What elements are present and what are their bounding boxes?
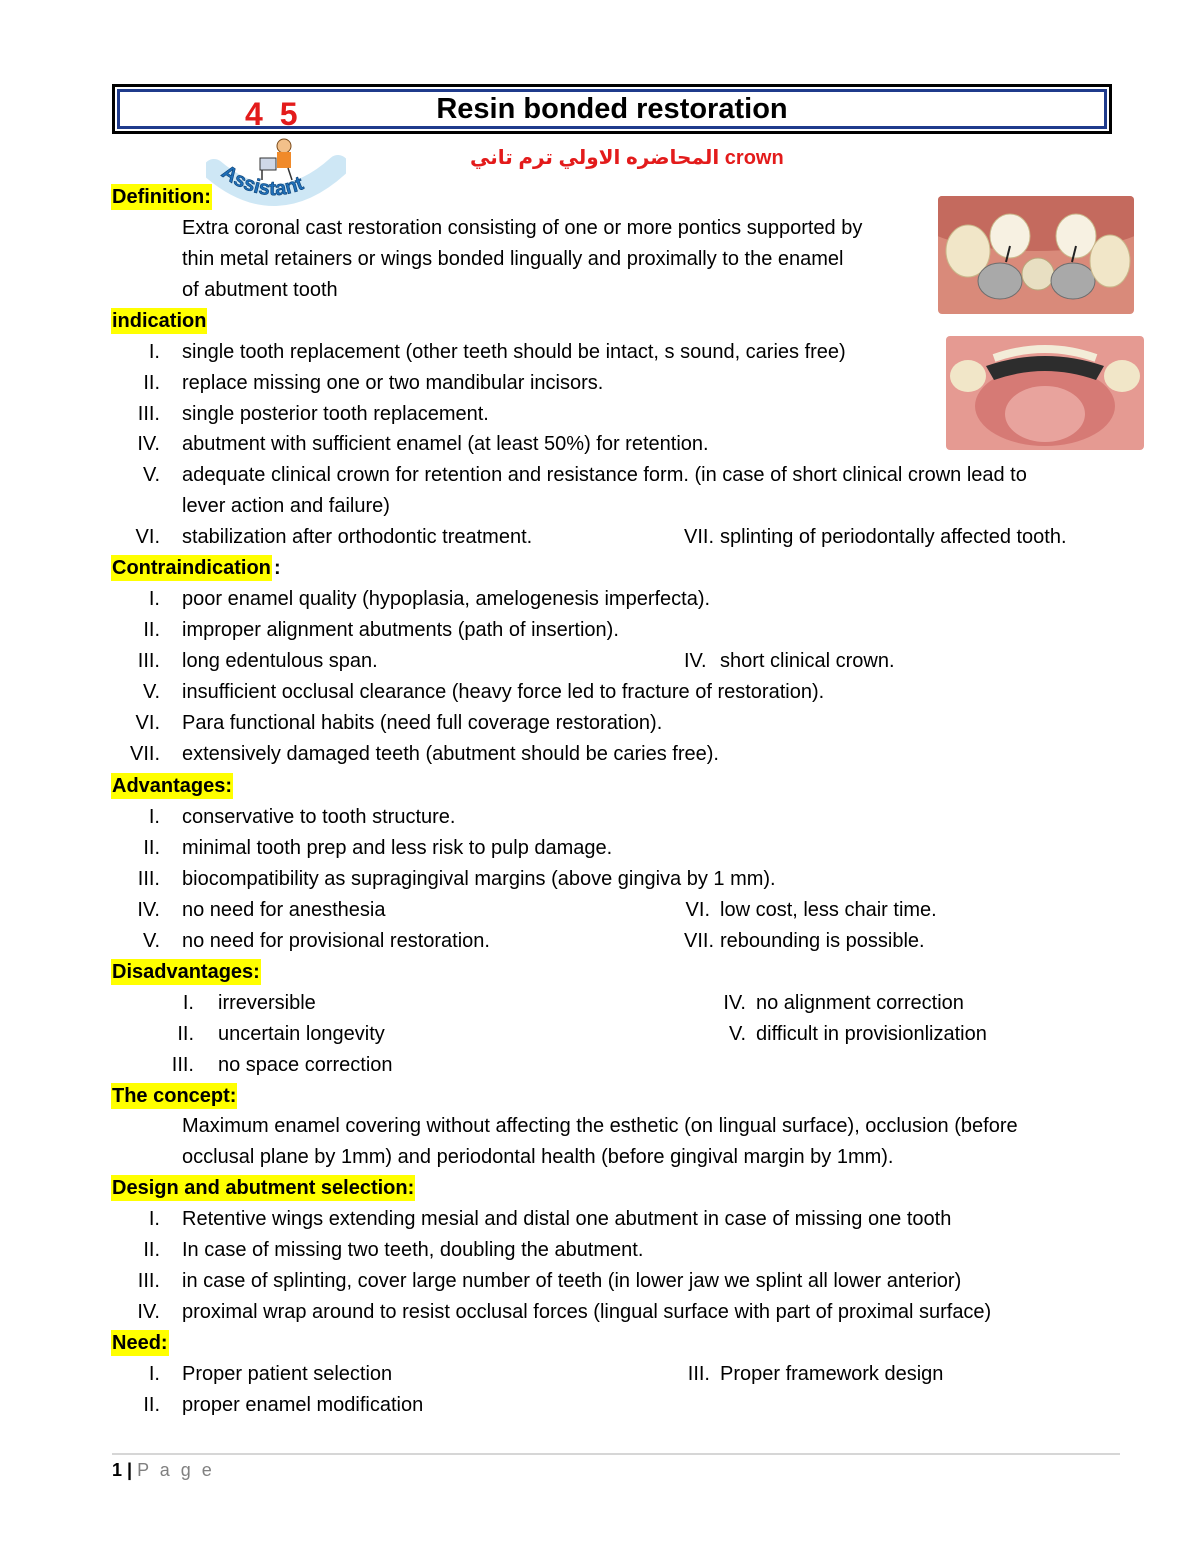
list-number: VI. (135, 526, 160, 548)
heading-colon: : (274, 557, 281, 579)
list-item: proximal wrap around to resist occlusal forces (lingual surface with part of proximal surface) (182, 1301, 992, 1323)
list-item: in case of splinting, cover large number of teeth (in lower jaw we splint all lower anterior) (182, 1270, 962, 1292)
list-item: low cost, less chair time. (720, 899, 937, 921)
list-number: VII. (684, 930, 715, 952)
list-item: proper enamel modification (182, 1394, 424, 1416)
list-number: IV. (684, 650, 707, 672)
list-number: III. (687, 1363, 710, 1385)
list-number: IV. (723, 992, 746, 1014)
list-item: poor enamel quality (hypoplasia, amelogenesis imperfecta). (182, 588, 711, 610)
list-number: VII. (684, 526, 715, 548)
list-item: Proper framework design (720, 1363, 944, 1385)
list-item: conservative to tooth structure. (182, 806, 456, 828)
list-item: improper alignment abutments (path of insertion). (182, 619, 619, 641)
list-item: adequate clinical crown for retention and resistance form. (in case of short clinical crown lead to (182, 464, 1027, 486)
list-item: stabilization after orthodontic treatment. (182, 526, 533, 548)
list-item: single tooth replacement (other teeth should be intact, s sound, caries free) (182, 341, 846, 363)
list-number: VII. (129, 743, 160, 765)
list-number: IV. (137, 433, 160, 455)
list-number: III. (137, 1270, 160, 1292)
concept-heading: The concept: (112, 1085, 237, 1107)
logo-number: 4 5 (245, 96, 302, 132)
list-item: replace missing one or two mandibular incisors. (182, 372, 604, 394)
assistant-logo (206, 130, 346, 208)
definition-line: Extra coronal cast restoration consisting of one or more pontics supported by (182, 217, 863, 239)
list-number: I. (148, 1363, 160, 1385)
list-item: irreversible (218, 992, 316, 1014)
list-number: I. (148, 341, 160, 363)
list-number: III. (137, 403, 160, 425)
need-heading: Need: (112, 1332, 168, 1354)
list-item: rebounding is possible. (720, 930, 925, 952)
footer-separator: | (127, 1460, 133, 1480)
list-item: difficult in provisionlization (756, 1023, 987, 1045)
list-number: VI. (685, 899, 710, 921)
list-number: III. (137, 650, 160, 672)
list-number: II. (177, 1023, 194, 1045)
list-number: II. (143, 837, 160, 859)
list-item: no need for provisional restoration. (182, 930, 490, 952)
list-item: extensively damaged teeth (abutment should be caries free). (182, 743, 719, 765)
list-item: no space correction (218, 1054, 393, 1076)
page-number: 1 (112, 1460, 123, 1480)
disadvantages-heading: Disadvantages: (112, 961, 260, 983)
logo-text: Assistant (217, 161, 307, 201)
list-number: VI. (135, 712, 160, 734)
dental-photo-lower (946, 336, 1144, 450)
list-number: I. (148, 588, 160, 610)
list-item: Para functional habits (need full coverage restoration). (182, 712, 663, 734)
design-heading: Design and abutment selection: (112, 1177, 415, 1199)
arabic-subtitle: المحاضره الاولي ترم تاني crown (470, 147, 784, 169)
list-number: V. (142, 681, 160, 703)
dental-photo-upper (938, 196, 1134, 314)
page-label: P a g e (137, 1460, 215, 1480)
list-item: Retentive wings extending mesial and distal one abutment in case of missing one tooth (182, 1208, 952, 1230)
list-item: no alignment correction (756, 992, 964, 1014)
list-item: no need for anesthesia (182, 899, 386, 921)
list-number: IV. (137, 899, 160, 921)
definition-line: thin metal retainers or wings bonded lingually and proximally to the enamel (182, 248, 844, 270)
list-item: splinting of periodontally affected tooth. (720, 526, 1067, 548)
definition-heading: Definition: (112, 186, 211, 208)
list-item: long edentulous span. (182, 650, 378, 672)
contraindication-heading: Contraindication (112, 557, 271, 579)
list-number: IV. (137, 1301, 160, 1323)
list-number: II. (143, 1394, 160, 1416)
list-item: insufficient occlusal clearance (heavy force led to fracture of restoration). (182, 681, 825, 703)
list-number: III. (171, 1054, 194, 1076)
list-number: III. (137, 868, 160, 890)
list-item: short clinical crown. (720, 650, 895, 672)
list-item: minimal tooth prep and less risk to pulp damage. (182, 837, 613, 859)
indication-heading: indication (112, 310, 207, 332)
list-item: lever action and failure) (182, 495, 390, 517)
list-number: V. (142, 464, 160, 486)
list-number: I. (148, 806, 160, 828)
list-number: II. (143, 1239, 160, 1261)
footer-divider (112, 1453, 1120, 1455)
list-item: biocompatibility as supragingival margins (above gingiva by 1 mm). (182, 868, 776, 890)
list-number: II. (143, 372, 160, 394)
page-title: Resin bonded restoration (436, 93, 788, 125)
list-number: II. (143, 619, 160, 641)
list-item: Proper patient selection (182, 1363, 393, 1385)
list-number: V. (728, 1023, 746, 1045)
page-footer (112, 1460, 215, 1481)
list-item: single posterior tooth replacement. (182, 403, 489, 425)
list-item: abutment with sufficient enamel (at least 50%) for retention. (182, 433, 709, 455)
advantages-heading: Advantages: (112, 775, 233, 797)
concept-line: Maximum enamel covering without affecting the esthetic (on lingual surface), occlusion (before (182, 1115, 1018, 1137)
definition-line: of abutment tooth (182, 279, 338, 301)
list-number: I. (148, 1208, 160, 1230)
list-item: In case of missing two teeth, doubling the abutment. (182, 1239, 644, 1261)
concept-line: occlusal plane by 1mm) and periodontal health (before gingival margin by 1mm). (182, 1146, 894, 1168)
list-number: V. (142, 930, 160, 952)
list-item: uncertain longevity (218, 1023, 385, 1045)
list-number: I. (182, 992, 194, 1014)
